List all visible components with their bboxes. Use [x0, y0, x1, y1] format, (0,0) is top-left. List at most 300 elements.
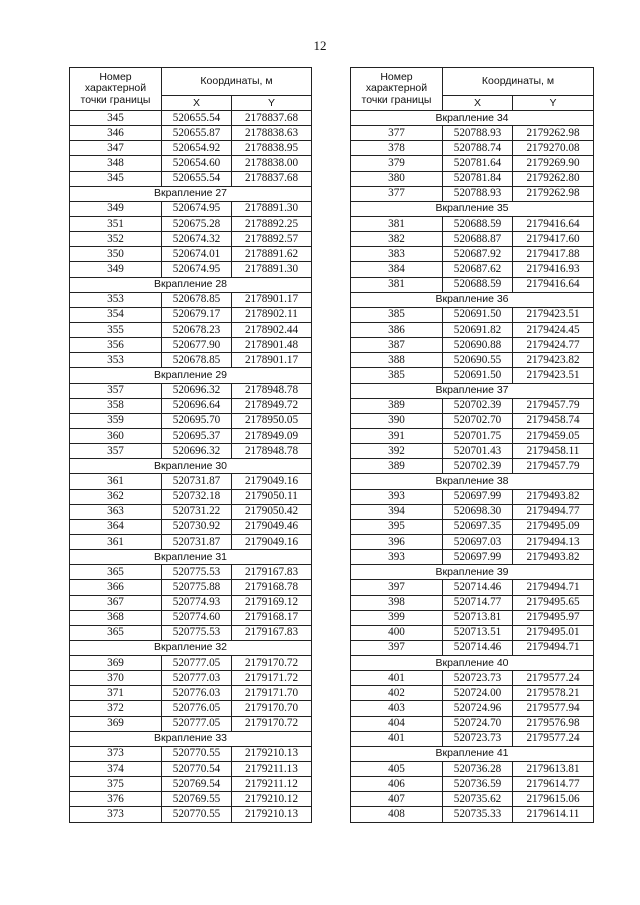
inclusion-label: Вкрапление 37: [351, 383, 594, 398]
point-number-cell: 400: [351, 625, 443, 640]
x-coordinate-cell: 520697.35: [443, 519, 513, 534]
table-row: [351, 413, 594, 428]
table-row: [351, 686, 594, 701]
x-coordinate-cell: 520674.95: [162, 262, 232, 277]
inclusion-label: Вкрапление 30: [70, 459, 312, 474]
header-line: характерной: [84, 82, 147, 95]
table-row: [70, 610, 312, 625]
table-row: [351, 262, 594, 277]
x-coordinate-cell: 520788.93: [443, 186, 513, 201]
point-number-cell: 363: [70, 504, 162, 519]
y-coordinate-cell: 2179494.77: [513, 504, 594, 519]
x-coordinate-cell: 520655.54: [162, 111, 232, 126]
x-coordinate-cell: 520736.59: [443, 777, 513, 792]
point-number-cell: 355: [70, 322, 162, 337]
point-number-cell: 345: [70, 111, 162, 126]
point-number-cell: 387: [351, 338, 443, 353]
y-coordinate-cell: 2179577.94: [513, 701, 594, 716]
y-coordinate-cell: 2178892.25: [232, 216, 312, 231]
table-row: [70, 746, 312, 761]
table-body-left: [70, 111, 312, 823]
x-coordinate-cell: 520714.46: [443, 640, 513, 655]
x-coordinate-cell: 520781.64: [443, 156, 513, 171]
point-number-cell: 389: [351, 459, 443, 474]
table-row: [70, 777, 312, 792]
inclusion-label: Вкрапление 41: [351, 746, 594, 761]
table-row: [70, 353, 312, 368]
point-number-cell: 390: [351, 413, 443, 428]
table-row: [70, 489, 312, 504]
x-coordinate-cell: 520696.32: [162, 444, 232, 459]
point-number-cell: 376: [70, 792, 162, 807]
table-row: [70, 383, 312, 398]
x-coordinate-cell: 520655.87: [162, 126, 232, 141]
table-row: [70, 262, 312, 277]
point-number-cell: 408: [351, 807, 443, 822]
table-row: [70, 338, 312, 353]
point-number-cell: 366: [70, 580, 162, 595]
y-coordinate-cell: 2179494.13: [513, 534, 594, 549]
point-number-cell: 406: [351, 777, 443, 792]
point-number-cell: 379: [351, 156, 443, 171]
inclusion-row: [70, 550, 312, 565]
y-coordinate-cell: 2178950.05: [232, 413, 312, 428]
point-number-cell: 365: [70, 625, 162, 640]
x-coordinate-cell: 520724.96: [443, 701, 513, 716]
x-coordinate-cell: 520702.39: [443, 459, 513, 474]
x-coordinate-cell: 520770.54: [162, 762, 232, 777]
point-number-cell: 378: [351, 141, 443, 156]
point-number-cell: 364: [70, 519, 162, 534]
point-number-cell: 381: [351, 216, 443, 231]
point-number-cell: 403: [351, 701, 443, 716]
point-number-cell: 392: [351, 444, 443, 459]
point-number-cell: 404: [351, 716, 443, 731]
point-number-cell: 350: [70, 247, 162, 262]
point-number-cell: 401: [351, 671, 443, 686]
x-coordinate-cell: 520695.70: [162, 413, 232, 428]
point-number-cell: 394: [351, 504, 443, 519]
y-coordinate-cell: 2179170.70: [232, 701, 312, 716]
point-number-cell: 388: [351, 353, 443, 368]
y-coordinate-cell: 2179494.71: [513, 640, 594, 655]
inclusion-label: Вкрапление 27: [70, 186, 312, 201]
inclusion-label: Вкрапление 28: [70, 277, 312, 292]
x-coordinate-cell: 520702.70: [443, 413, 513, 428]
point-number-cell: 351: [70, 216, 162, 231]
point-number-cell: 362: [70, 489, 162, 504]
point-number-cell: 401: [351, 731, 443, 746]
inclusion-row: [351, 474, 594, 489]
point-number-cell: 368: [70, 610, 162, 625]
x-coordinate-cell: 520687.92: [443, 247, 513, 262]
point-number-cell: 358: [70, 398, 162, 413]
table-row: [70, 141, 312, 156]
y-coordinate-cell: 2179577.24: [513, 671, 594, 686]
x-coordinate-cell: 520690.88: [443, 338, 513, 353]
table-row: [70, 247, 312, 262]
y-coordinate-cell: 2179170.72: [232, 656, 312, 671]
table-row: [351, 156, 594, 171]
inclusion-row: [70, 640, 312, 655]
point-number-cell: 361: [70, 474, 162, 489]
inclusion-label: Вкрапление 35: [351, 201, 594, 216]
x-coordinate-cell: 520788.93: [443, 126, 513, 141]
y-coordinate-cell: 2178902.11: [232, 307, 312, 322]
table-row: [351, 807, 594, 822]
table-row: [70, 519, 312, 534]
table-row: [351, 610, 594, 625]
table-row: [70, 398, 312, 413]
table-row: [351, 141, 594, 156]
table-row: [70, 232, 312, 247]
y-coordinate-cell: 2179171.72: [232, 671, 312, 686]
table-row: [351, 232, 594, 247]
x-coordinate-cell: 520724.70: [443, 716, 513, 731]
x-coordinate-cell: 520655.54: [162, 171, 232, 186]
y-coordinate-cell: 2179168.78: [232, 580, 312, 595]
table-row: [351, 792, 594, 807]
inclusion-row: [351, 565, 594, 580]
point-number-cell: 356: [70, 338, 162, 353]
inclusion-label: Вкрапление 36: [351, 292, 594, 307]
table-row: [70, 292, 312, 307]
table-row: [70, 216, 312, 231]
table-row: [70, 201, 312, 216]
y-coordinate-cell: 2179270.08: [513, 141, 594, 156]
table-row: [70, 126, 312, 141]
table-row: [351, 671, 594, 686]
y-coordinate-cell: 2179424.77: [513, 338, 594, 353]
x-coordinate-cell: 520697.03: [443, 534, 513, 549]
point-number-cell: 395: [351, 519, 443, 534]
table-row: [70, 580, 312, 595]
x-coordinate-cell: 520674.01: [162, 247, 232, 262]
y-coordinate-cell: 2178948.78: [232, 444, 312, 459]
table-row: [70, 413, 312, 428]
y-coordinate-cell: 2178891.30: [232, 262, 312, 277]
point-number-cell: 375: [70, 777, 162, 792]
point-number-cell: 397: [351, 580, 443, 595]
table-row: [351, 519, 594, 534]
x-coordinate-cell: 520770.55: [162, 807, 232, 822]
x-coordinate-cell: 520678.23: [162, 322, 232, 337]
x-coordinate-cell: 520781.84: [443, 171, 513, 186]
y-column-header: Y: [513, 96, 594, 111]
point-number-cell: 353: [70, 353, 162, 368]
table-row: [351, 126, 594, 141]
y-coordinate-cell: 2179494.71: [513, 580, 594, 595]
table-row: [351, 307, 594, 322]
point-number-cell: 369: [70, 656, 162, 671]
table-row: [351, 353, 594, 368]
y-coordinate-cell: 2178838.00: [232, 156, 312, 171]
table-row: [70, 444, 312, 459]
x-coordinate-cell: 520696.32: [162, 383, 232, 398]
x-coordinate-cell: 520690.55: [443, 353, 513, 368]
y-coordinate-cell: 2179049.16: [232, 534, 312, 549]
table-row: [70, 322, 312, 337]
x-coordinate-cell: 520701.43: [443, 444, 513, 459]
point-number-cell: 346: [70, 126, 162, 141]
y-coordinate-cell: 2179210.12: [232, 792, 312, 807]
inclusion-label: Вкрапление 40: [351, 656, 594, 671]
x-coordinate-cell: 520713.51: [443, 625, 513, 640]
point-number-cell: 373: [70, 746, 162, 761]
inclusion-row: [70, 459, 312, 474]
y-coordinate-cell: 2179614.11: [513, 807, 594, 822]
y-coordinate-cell: 2179211.13: [232, 762, 312, 777]
y-coordinate-cell: 2178838.95: [232, 141, 312, 156]
point-number-cell: 383: [351, 247, 443, 262]
y-coordinate-cell: 2179170.72: [232, 716, 312, 731]
y-coordinate-cell: 2179459.05: [513, 428, 594, 443]
x-coordinate-cell: 520678.85: [162, 353, 232, 368]
coordinates-table-right: [350, 67, 594, 823]
inclusion-row: [351, 746, 594, 761]
table-row: [70, 716, 312, 731]
inclusion-row: [70, 277, 312, 292]
y-coordinate-cell: 2179168.17: [232, 610, 312, 625]
x-coordinate-cell: 520776.03: [162, 686, 232, 701]
x-coordinate-cell: 520691.50: [443, 368, 513, 383]
point-number-cell: 377: [351, 186, 443, 201]
point-number-cell: 371: [70, 686, 162, 701]
inclusion-label: Вкрапление 31: [70, 550, 312, 565]
table-row: [351, 701, 594, 716]
y-coordinate-cell: 2178891.30: [232, 201, 312, 216]
point-number-cell: 349: [70, 262, 162, 277]
header-line: Номер: [99, 70, 132, 83]
inclusion-label: Вкрапление 32: [70, 640, 312, 655]
point-number-cell: 407: [351, 792, 443, 807]
point-number-cell: 372: [70, 701, 162, 716]
y-coordinate-cell: 2179210.13: [232, 807, 312, 822]
y-coordinate-cell: 2178948.78: [232, 383, 312, 398]
y-coordinate-cell: 2179457.79: [513, 398, 594, 413]
x-coordinate-cell: 520776.05: [162, 701, 232, 716]
y-coordinate-cell: 2178837.68: [232, 111, 312, 126]
y-coordinate-cell: 2179262.98: [513, 186, 594, 201]
y-coordinate-cell: 2179423.51: [513, 307, 594, 322]
table-row: [351, 534, 594, 549]
point-number-cell: 384: [351, 262, 443, 277]
x-column-header: X: [162, 96, 232, 111]
point-number-cell: 347: [70, 141, 162, 156]
point-number-cell: 353: [70, 292, 162, 307]
table-row: [351, 459, 594, 474]
table-row: [351, 595, 594, 610]
x-coordinate-cell: 520777.03: [162, 671, 232, 686]
x-coordinate-cell: 520677.90: [162, 338, 232, 353]
y-coordinate-cell: 2179050.11: [232, 489, 312, 504]
point-number-cell: 397: [351, 640, 443, 655]
table-row: [351, 640, 594, 655]
x-coordinate-cell: 520674.32: [162, 232, 232, 247]
table-row: [351, 216, 594, 231]
x-coordinate-cell: 520697.99: [443, 489, 513, 504]
table-row: [351, 277, 594, 292]
inclusion-row: [351, 292, 594, 307]
y-coordinate-cell: 2178892.57: [232, 232, 312, 247]
table-row: [70, 156, 312, 171]
x-coordinate-cell: 520732.18: [162, 489, 232, 504]
point-number-cell: 399: [351, 610, 443, 625]
table-row: [351, 247, 594, 262]
point-number-cell: 357: [70, 383, 162, 398]
y-coordinate-cell: 2179416.93: [513, 262, 594, 277]
x-coordinate-cell: 520691.82: [443, 322, 513, 337]
table-row: [351, 762, 594, 777]
coordinates-header: Координаты, м: [162, 68, 312, 96]
y-coordinate-cell: 2179493.82: [513, 489, 594, 504]
table-row: [351, 444, 594, 459]
x-coordinate-cell: 520679.17: [162, 307, 232, 322]
x-coordinate-cell: 520698.30: [443, 504, 513, 519]
table-row: [351, 716, 594, 731]
x-coordinate-cell: 520769.55: [162, 792, 232, 807]
y-coordinate-cell: 2179167.83: [232, 625, 312, 640]
x-coordinate-cell: 520675.28: [162, 216, 232, 231]
y-coordinate-cell: 2179576.98: [513, 716, 594, 731]
x-coordinate-cell: 520723.73: [443, 731, 513, 746]
table-row: [70, 534, 312, 549]
point-number-cell: 386: [351, 322, 443, 337]
table-row: [70, 625, 312, 640]
point-number-cell: 367: [70, 595, 162, 610]
y-coordinate-cell: 2179613.81: [513, 762, 594, 777]
point-number-cell: 381: [351, 277, 443, 292]
y-coordinate-cell: 2178901.17: [232, 353, 312, 368]
y-coordinate-cell: 2179457.79: [513, 459, 594, 474]
header-line: точки границы: [80, 93, 151, 106]
point-number-cell: 396: [351, 534, 443, 549]
x-coordinate-cell: 520702.39: [443, 398, 513, 413]
table-row: [351, 322, 594, 337]
point-number-cell: 385: [351, 307, 443, 322]
y-coordinate-cell: 2179417.60: [513, 232, 594, 247]
x-coordinate-cell: 520731.87: [162, 474, 232, 489]
table-body-right: [351, 111, 594, 823]
x-coordinate-cell: 520777.05: [162, 716, 232, 731]
point-number-cell: 382: [351, 232, 443, 247]
point-number-header: [351, 68, 443, 111]
table-row: [351, 777, 594, 792]
x-coordinate-cell: 520731.87: [162, 534, 232, 549]
x-coordinate-cell: 520691.50: [443, 307, 513, 322]
point-number-cell: 370: [70, 671, 162, 686]
y-coordinate-cell: 2179169.12: [232, 595, 312, 610]
y-coordinate-cell: 2179495.01: [513, 625, 594, 640]
point-number-cell: 373: [70, 807, 162, 822]
table-row: [70, 656, 312, 671]
x-coordinate-cell: 520654.92: [162, 141, 232, 156]
y-column-header: Y: [232, 96, 312, 111]
point-number-cell: 352: [70, 232, 162, 247]
y-coordinate-cell: 2178901.17: [232, 292, 312, 307]
y-coordinate-cell: 2179417.88: [513, 247, 594, 262]
x-coordinate-cell: 520723.73: [443, 671, 513, 686]
x-coordinate-cell: 520769.54: [162, 777, 232, 792]
table-row: [351, 398, 594, 413]
coordinates-table-left: [69, 67, 312, 823]
x-coordinate-cell: 520696.64: [162, 398, 232, 413]
y-coordinate-cell: 2178949.72: [232, 398, 312, 413]
y-coordinate-cell: 2179614.77: [513, 777, 594, 792]
point-number-cell: 402: [351, 686, 443, 701]
table-row: [70, 565, 312, 580]
point-number-cell: 369: [70, 716, 162, 731]
table-row: [70, 504, 312, 519]
x-coordinate-cell: 520735.33: [443, 807, 513, 822]
table-row: [70, 428, 312, 443]
x-coordinate-cell: 520697.99: [443, 550, 513, 565]
x-coordinate-cell: 520688.59: [443, 216, 513, 231]
point-number-cell: 360: [70, 428, 162, 443]
table-row: [351, 171, 594, 186]
table-row: [70, 701, 312, 716]
y-coordinate-cell: 2179211.12: [232, 777, 312, 792]
y-coordinate-cell: 2179424.45: [513, 322, 594, 337]
y-coordinate-cell: 2179167.83: [232, 565, 312, 580]
inclusion-row: [351, 656, 594, 671]
table-row: [70, 792, 312, 807]
y-coordinate-cell: 2179495.97: [513, 610, 594, 625]
x-coordinate-cell: 520688.87: [443, 232, 513, 247]
table-row: [70, 686, 312, 701]
point-number-cell: 385: [351, 368, 443, 383]
table-row: [70, 474, 312, 489]
point-number-cell: 345: [70, 171, 162, 186]
x-coordinate-cell: 520695.37: [162, 428, 232, 443]
y-coordinate-cell: 2178902.44: [232, 322, 312, 337]
point-number-cell: 377: [351, 126, 443, 141]
y-coordinate-cell: 2179495.09: [513, 519, 594, 534]
inclusion-row: [351, 201, 594, 216]
x-coordinate-cell: 520770.55: [162, 746, 232, 761]
inclusion-row: [351, 383, 594, 398]
y-coordinate-cell: 2179495.65: [513, 595, 594, 610]
x-column-header: X: [443, 96, 513, 111]
x-coordinate-cell: 520730.92: [162, 519, 232, 534]
point-number-cell: 361: [70, 534, 162, 549]
y-coordinate-cell: 2179458.74: [513, 413, 594, 428]
point-number-cell: 348: [70, 156, 162, 171]
table-row: [351, 186, 594, 201]
point-number-header: [70, 68, 162, 111]
inclusion-label: Вкрапление 38: [351, 474, 594, 489]
table-row: [351, 504, 594, 519]
x-coordinate-cell: 520777.05: [162, 656, 232, 671]
header-line: характерной: [365, 82, 428, 95]
point-number-cell: 393: [351, 550, 443, 565]
inclusion-row: [70, 186, 312, 201]
x-coordinate-cell: 520774.60: [162, 610, 232, 625]
y-coordinate-cell: 2179423.51: [513, 368, 594, 383]
inclusion-row: [70, 731, 312, 746]
table-row: [70, 307, 312, 322]
x-coordinate-cell: 520736.28: [443, 762, 513, 777]
table-row: [351, 338, 594, 353]
point-number-cell: 349: [70, 201, 162, 216]
y-coordinate-cell: 2179615.06: [513, 792, 594, 807]
point-number-cell: 391: [351, 428, 443, 443]
inclusion-label: Вкрапление 34: [351, 111, 594, 126]
table-row: [70, 171, 312, 186]
x-coordinate-cell: 520713.81: [443, 610, 513, 625]
x-coordinate-cell: 520775.88: [162, 580, 232, 595]
x-coordinate-cell: 520788.74: [443, 141, 513, 156]
